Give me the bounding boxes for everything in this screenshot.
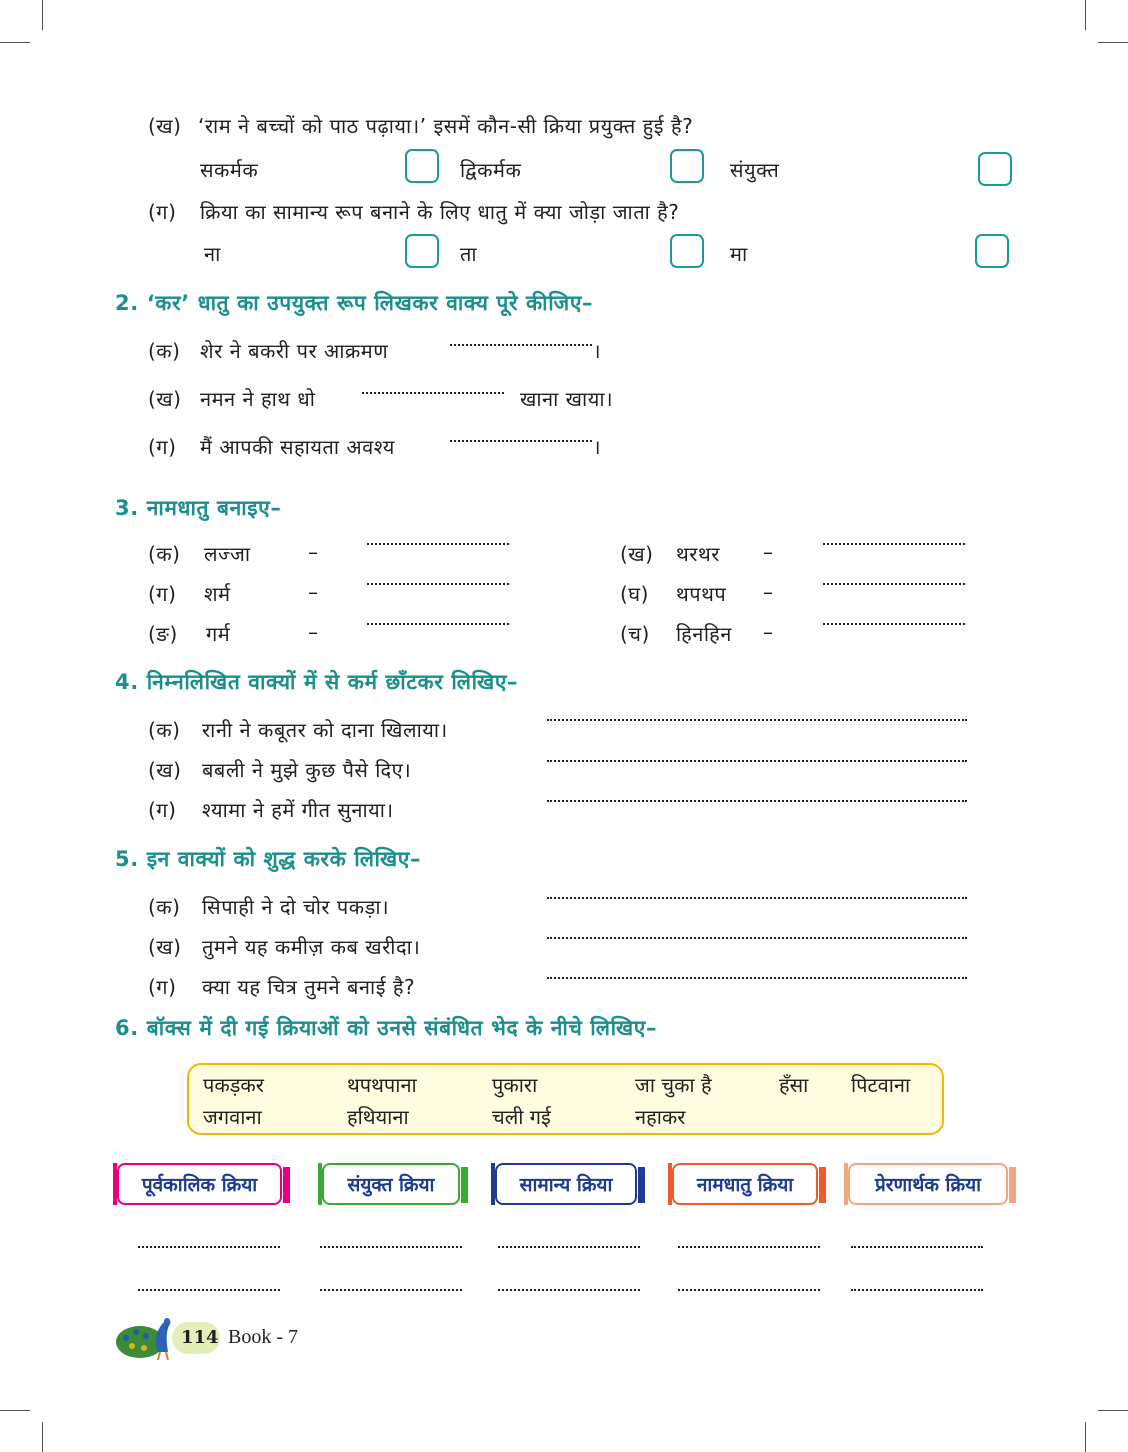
item-text: क्या यह चित्र तुमने बनाई है?: [202, 975, 416, 999]
answer-line[interactable]: [823, 543, 965, 545]
item-text: खाना खाया।: [520, 387, 614, 411]
word-item: नहाकर: [635, 1105, 686, 1129]
category-accent-stripe: [491, 1163, 495, 1205]
item-label: (ग): [148, 798, 177, 822]
q1-ga-text: क्रिया का सामान्य रूप बनाने के लिए धातु में क्या जोड़ा जाता है?: [200, 200, 680, 224]
answer-line[interactable]: [362, 392, 504, 394]
dash: –: [763, 620, 774, 644]
category-label: संयुक्त क्रिया: [347, 1174, 435, 1196]
option-text: ता: [460, 242, 478, 266]
option-checkbox[interactable]: [405, 149, 439, 183]
crop-mark: [0, 1410, 30, 1411]
option-text: संयुक्त: [730, 158, 780, 182]
item-label: (ङ): [148, 622, 178, 646]
answer-line[interactable]: [367, 543, 509, 545]
option-text: सकर्मक: [200, 158, 259, 182]
option-text: द्विकर्मक: [460, 158, 522, 182]
item-label: (क): [148, 718, 181, 742]
question-heading: 3. नामधातु बनाइए–: [115, 496, 282, 520]
word-item: थपथपाना: [347, 1073, 417, 1097]
category-accent-stripe: [113, 1163, 117, 1205]
q1-kha-label: (ख): [148, 114, 182, 138]
dash: –: [308, 540, 319, 564]
category-purvakalik: [117, 1163, 282, 1205]
answer-line[interactable]: [498, 1289, 640, 1291]
category-label: नामधातु क्रिया: [696, 1174, 794, 1196]
crop-mark: [42, 1422, 43, 1452]
option-checkbox[interactable]: [978, 152, 1012, 186]
item-label: (क): [148, 339, 181, 363]
item-label: (ख): [148, 758, 182, 782]
category-accent-stripe: [283, 1167, 290, 1203]
word-box: [187, 1063, 944, 1135]
answer-line[interactable]: [851, 1246, 983, 1248]
item-text: मैं आपकी सहायता अवश्य: [200, 435, 395, 459]
question-heading: 6. बॉक्स में दी गई क्रियाओं को उनसे संबंधित भेद के नीचे लिखिए–: [115, 1016, 658, 1040]
option-text: मा: [730, 242, 748, 266]
item-label: (घ): [620, 582, 649, 606]
word-item: हँसा: [779, 1073, 809, 1097]
dash: –: [308, 580, 319, 604]
peacock-icon: [114, 1312, 180, 1362]
answer-line[interactable]: [320, 1246, 462, 1248]
word-item: जगवाना: [203, 1105, 262, 1129]
question-heading: 2. ‘कर’ धातु का उपयुक्त रूप लिखकर वाक्य पूरे कीजिए–: [115, 291, 594, 315]
dash: –: [763, 580, 774, 604]
option-text: ना: [204, 242, 221, 266]
category-accent-stripe: [461, 1167, 468, 1203]
word-item: जा चुका है: [635, 1073, 712, 1097]
answer-line[interactable]: [547, 719, 967, 721]
category-sanyukt: [322, 1163, 460, 1205]
q1-kha-text: ‘राम ने बच्चों को पाठ पढ़ाया।’ इसमें कौन-सी क्रिया प्रयुक्त हुई है?: [198, 114, 694, 138]
word-item: हथियाना: [347, 1105, 409, 1129]
option-checkbox[interactable]: [405, 234, 439, 268]
item-label: (ख): [620, 542, 654, 566]
item-label: (क): [148, 895, 181, 919]
dash: –: [308, 620, 319, 644]
answer-line[interactable]: [498, 1246, 640, 1248]
item-label: (क): [148, 542, 181, 566]
page-number: 114: [181, 1327, 219, 1348]
answer-line[interactable]: [450, 344, 592, 346]
dash: –: [763, 540, 774, 564]
item-label: (ग): [148, 582, 177, 606]
answer-line[interactable]: [678, 1289, 820, 1291]
category-accent-stripe: [638, 1167, 645, 1203]
category-accent-stripe: [844, 1163, 848, 1205]
answer-line[interactable]: [547, 897, 967, 899]
answer-line[interactable]: [547, 937, 967, 939]
crop-mark: [1098, 1410, 1128, 1411]
answer-line[interactable]: [138, 1246, 280, 1248]
item-text: बबली ने मुझे कुछ पैसे दिए।: [202, 758, 412, 782]
category-accent-stripe: [1009, 1167, 1016, 1203]
item-text: रानी ने कबूतर को दाना खिलाया।: [202, 718, 448, 742]
crop-mark: [0, 42, 30, 43]
item-text: तुमने यह कमीज़ कब खरीदा।: [202, 935, 421, 959]
answer-line[interactable]: [547, 977, 967, 979]
category-samanya: [495, 1163, 637, 1205]
item-text: लज्जा: [204, 542, 251, 566]
answer-line[interactable]: [851, 1289, 983, 1291]
word-item: पुकारा: [492, 1073, 538, 1097]
category-prernarthak: [848, 1163, 1008, 1205]
category-accent-stripe: [668, 1163, 672, 1205]
crop-mark: [1085, 1422, 1086, 1452]
q1-ga-label: (ग): [148, 200, 177, 224]
item-text: शेर ने बकरी पर आक्रमण: [200, 339, 389, 363]
answer-line[interactable]: [367, 623, 509, 625]
question-heading: 5. इन वाक्यों को शुद्ध करके लिखिए–: [115, 847, 422, 871]
item-text: शर्म: [204, 582, 231, 606]
answer-line[interactable]: [547, 800, 967, 802]
crop-mark: [42, 0, 43, 30]
crop-mark: [1085, 0, 1086, 30]
category-accent-stripe: [318, 1163, 322, 1205]
category-label: पूर्वकालिक क्रिया: [141, 1174, 258, 1196]
word-item: पकड़कर: [203, 1073, 264, 1097]
answer-line[interactable]: [138, 1289, 280, 1291]
answer-line[interactable]: [678, 1246, 820, 1248]
category-label: प्रेरणार्थक क्रिया: [874, 1174, 982, 1196]
category-namdhatu: [672, 1163, 818, 1205]
item-text: थरथर: [676, 542, 720, 566]
item-text: हिनहिन: [676, 622, 732, 646]
item-text: श्यामा ने हमें गीत सुनाया।: [202, 798, 394, 822]
answer-line[interactable]: [547, 760, 967, 762]
answer-line[interactable]: [320, 1289, 462, 1291]
item-label: (च): [620, 622, 650, 646]
item-text: नमन ने हाथ धो: [200, 387, 316, 411]
option-checkbox[interactable]: [670, 234, 704, 268]
book-label: Book - 7: [228, 1326, 298, 1348]
answer-line[interactable]: [823, 623, 965, 625]
item-text: ।: [593, 435, 602, 459]
word-item: पिटवाना: [851, 1073, 911, 1097]
option-checkbox[interactable]: [975, 234, 1009, 268]
category-label: सामान्य क्रिया: [519, 1174, 613, 1196]
answer-line[interactable]: [367, 583, 509, 585]
item-text: थपथप: [676, 582, 727, 606]
word-item: चली गई: [492, 1105, 551, 1129]
question-heading: 4. निम्नलिखित वाक्यों में से कर्म छाँटकर लिखिए–: [115, 670, 519, 694]
item-label: (ग): [148, 435, 177, 459]
category-accent-stripe: [819, 1167, 826, 1203]
item-label: (ग): [148, 975, 177, 999]
answer-line[interactable]: [450, 440, 592, 442]
option-checkbox[interactable]: [670, 149, 704, 183]
crop-mark: [1098, 42, 1128, 43]
item-text: ।: [593, 339, 602, 363]
item-label: (ख): [148, 387, 182, 411]
item-text: सिपाही ने दो चोर पकड़ा।: [202, 895, 390, 919]
item-label: (ख): [148, 935, 182, 959]
item-text: गर्म: [206, 622, 231, 646]
answer-line[interactable]: [823, 583, 965, 585]
